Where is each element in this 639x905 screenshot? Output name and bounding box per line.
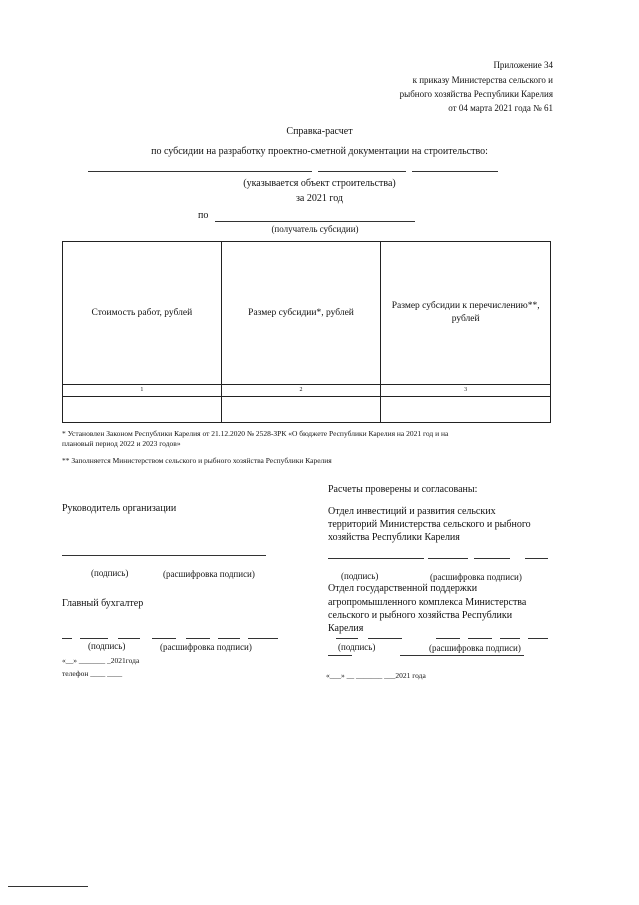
cell-transfer-value[interactable] [381, 397, 551, 423]
cell-cost-value[interactable] [63, 397, 222, 423]
footnote-1: * Установлен Законом Республики Карелия от 21.12.2020 № 2528-ЗРК «О бюджете Республики Карелия на 2021 год и на [62, 429, 449, 438]
footer-separator [8, 886, 88, 887]
acc-decode-caption: (расшифровка подписи) [160, 642, 252, 652]
head-of-organization-label: Руководитель организации [62, 503, 177, 514]
dept2-line4: Карелия [328, 623, 364, 634]
acc-sign-caption: (подпись) [88, 641, 126, 651]
cell-subsidy-value[interactable] [221, 397, 381, 423]
order-reference: к приказу Министерства сельского и [412, 75, 553, 85]
dept1-sign-line[interactable] [328, 558, 424, 559]
recipient-hint: (получатель субсидии) [271, 224, 359, 234]
dept2-sign-line-b[interactable] [368, 638, 402, 639]
acc-sign-line-b[interactable] [80, 638, 108, 639]
head-sign-caption: (подпись) [91, 568, 129, 578]
dept1-decode-line-c[interactable] [525, 558, 548, 559]
checked-label: Расчеты проверены и согласованы: [328, 484, 478, 495]
column-number-3: 3 [381, 385, 551, 397]
dept2-line1: Отдел государственной поддержки [328, 583, 478, 594]
dept2-decode-line-b[interactable] [468, 638, 492, 639]
object-line-2 [318, 171, 406, 172]
dept2-sign-line-a[interactable] [336, 638, 358, 639]
dept1-sign-caption: (подпись) [341, 571, 379, 581]
acc-decode-line-a[interactable] [152, 638, 176, 639]
dept2-decode-line-c[interactable] [500, 638, 520, 639]
dept2-sign-caption: (подпись) [338, 642, 376, 652]
object-line [88, 171, 312, 172]
document-subtitle: по субсидии на разработку проектно-сметной документации на строительство: [151, 146, 488, 157]
chief-accountant-label: Главный бухгалтер [62, 598, 144, 609]
header-cost-of-works: Стоимость работ, рублей [63, 242, 222, 385]
acc-sign-line-c[interactable] [118, 638, 140, 639]
column-number-1: 1 [63, 385, 222, 397]
dept2-line2: агропромышленного комплекса Министерства [328, 597, 527, 608]
head-decode-caption: (расшифровка подписи) [163, 569, 255, 579]
dept1-line2: территорий Министерства сельского и рыбного [328, 519, 531, 530]
dept1-line1: Отдел инвестиций и развития сельских [328, 506, 496, 517]
appendix-number: Приложение 34 [493, 60, 553, 70]
recipient-line [215, 221, 415, 222]
header-subsidy-amount: Размер субсидии*, рублей [221, 242, 381, 385]
dept2-decode-caption: (расшифровка подписи) [429, 643, 521, 653]
po-label: по [198, 210, 209, 221]
header-subsidy-transfer: Размер субсидии к перечислению**, рублей [381, 242, 551, 385]
footnote-1-continued: плановый период 2022 и 2023 годов» [62, 439, 181, 448]
acc-sign-line-a[interactable] [62, 638, 72, 639]
object-line-3 [412, 171, 498, 172]
period-year: за 2021 год [295, 193, 344, 204]
dept1-decode-caption: (расшифровка подписи) [430, 572, 522, 582]
column-number-2: 2 [221, 385, 381, 397]
document-title: Справка-расчет [286, 126, 353, 137]
right-date: «___» __ _______ ___2021 года [326, 671, 426, 680]
phone-line: телефон ____ ____ [62, 669, 123, 678]
dept2-underline-a [328, 655, 352, 656]
dept1-decode-line-a[interactable] [428, 558, 468, 559]
acc-decode-line-b[interactable] [186, 638, 210, 639]
dept2-decode-line-d[interactable] [528, 638, 548, 639]
order-date: от 04 марта 2021 года № 61 [448, 103, 553, 113]
dept2-underline-b [400, 655, 524, 656]
acc-decode-line-d[interactable] [248, 638, 278, 639]
footnote-2: ** Заполняется Министерством сельского и рыбного хозяйства Республики Карелия [62, 456, 332, 465]
subsidy-table [62, 241, 551, 423]
object-hint: (указывается объект строительства) [243, 178, 396, 189]
dept1-decode-line-b[interactable] [474, 558, 510, 559]
dept2-decode-line-a[interactable] [436, 638, 460, 639]
acc-decode-line-c[interactable] [218, 638, 240, 639]
ministry-name: рыбного хозяйства Республики Карелия [399, 89, 553, 99]
dept2-line3: сельского и рыбного хозяйства Республики [328, 610, 513, 621]
dept1-line3: хозяйства Республики Карелия [328, 532, 460, 543]
left-date: «__» _______ _2021года [62, 656, 140, 665]
head-sign-line[interactable] [62, 555, 266, 556]
